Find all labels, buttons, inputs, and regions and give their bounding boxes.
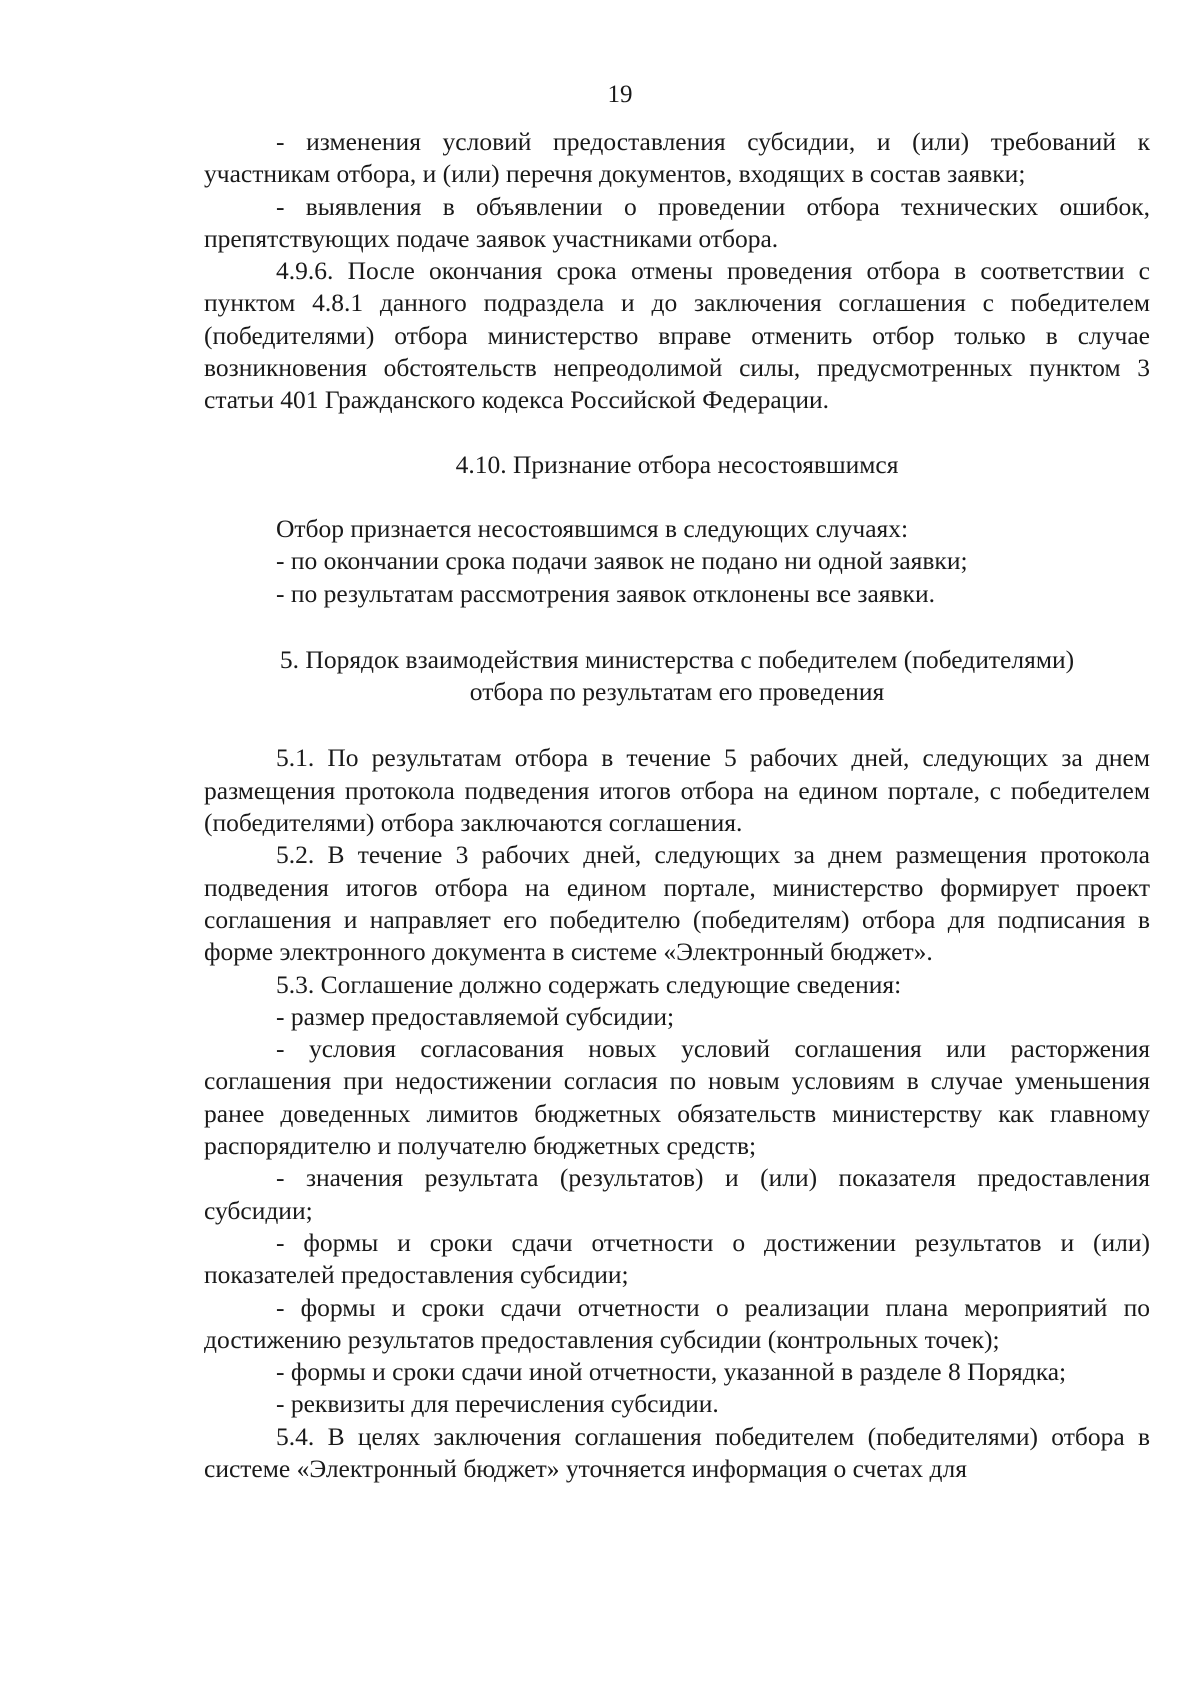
paragraph-4-10-item-2: - по результатам рассмотрения заявок отклонены все заявки.	[276, 578, 935, 608]
paragraph-4-10-intro: Отбор признается несостоявшимся в следующих случаях:	[276, 513, 909, 543]
section-heading-4-10: 4.10. Признание отбора несостоявшимся	[455, 449, 899, 479]
paragraph-5-3-item-4: - формы и сроки сдачи отчетности о достижении результатов и (или) показателей предоставления субсидии;	[204, 1227, 1150, 1290]
page-number: 19	[607, 81, 633, 108]
section-heading-5-line-1: 5. Порядок взаимодействия министерства с победителем (победителями)	[279, 644, 1075, 674]
paragraph-5-3-item-1: - размер предоставляемой субсидии;	[276, 1001, 675, 1031]
section-heading-5-line-2: отбора по результатам его проведения	[469, 677, 885, 707]
spacer	[204, 417, 1150, 449]
paragraph-4-10-item-1: - по окончании срока подачи заявок не подано ни одной заявки;	[276, 546, 968, 576]
paragraph-5-3-item-3: - значения результата (результатов) и (или) показателя предоставления субсидии;	[204, 1163, 1150, 1225]
document-body	[204, 126, 1150, 1485]
spacer	[204, 708, 1150, 742]
paragraph-5-3-item-2: - условия согласования новых условий соглашения или расторжения соглашения при недостижении согласия по новым условиям в случае уменьшения ранее доведенных лимитов бюджетных обязательств министерству как главному распорядителю и получателю бюджетных средств;	[204, 1034, 1150, 1161]
paragraph-5-3: 5.3. Соглашение должно содержать следующие сведения:	[276, 969, 902, 999]
paragraph-5-4: 5.4. В целях заключения соглашения победителем (победителями) отбора в системе «Электронный бюджет» уточняется информация о счетах для	[204, 1421, 1150, 1483]
paragraph-5-3-item-6: - формы и сроки сдачи иной отчетности, указанной в разделе 8 Порядка;	[276, 1357, 1067, 1387]
spacer	[204, 610, 1150, 644]
spacer	[204, 481, 1150, 513]
paragraph-5-1: 5.1. По результатам отбора в течение 5 рабочих дней, следующих за днем размещения протокола подведения итогов отбора на едином портале, с победителем (победителями) отбора заключаются соглашения.	[204, 743, 1150, 838]
paragraph-4-9-6: 4.9.6. После окончания срока отмены проведения отбора в соответствии с пунктом 4.8.1 данного подраздела и до заключения соглашения с победителем (победителями) отбора министерство вправе отменить отбор только в случае возникновения обстоятельств непреодолимой силы, предусмотренных пунктом 3 статьи 401 Гражданского кодекса Российской Федерации.	[204, 256, 1150, 415]
paragraph-5-3-item-5: - формы и сроки сдачи отчетности о реализации плана мероприятий по достижению результатов предоставления субсидии (контрольных точек);	[204, 1292, 1150, 1354]
paragraph-4-9-5-item-1: - изменения условий предоставления субсидии, и (или) требований к участникам отбора, и (или) перечня документов, входящих в состав заявки;	[204, 127, 1150, 189]
paragraph-5-2: 5.2. В течение 3 рабочих дней, следующих за днем размещения протокола подведения итогов отбора на едином портале, министерство формирует проект соглашения и направляет его победителю (победителям) отбора для подписания в форме электронного документа в системе «Электронный бюджет».	[204, 840, 1150, 967]
paragraph-5-3-item-7: - реквизиты для перечисления субсидии.	[276, 1389, 719, 1419]
paragraph-4-9-5-item-2: - выявления в объявлении о проведении отбора технических ошибок, препятствующих подаче заявок участниками отбора.	[204, 191, 1150, 253]
